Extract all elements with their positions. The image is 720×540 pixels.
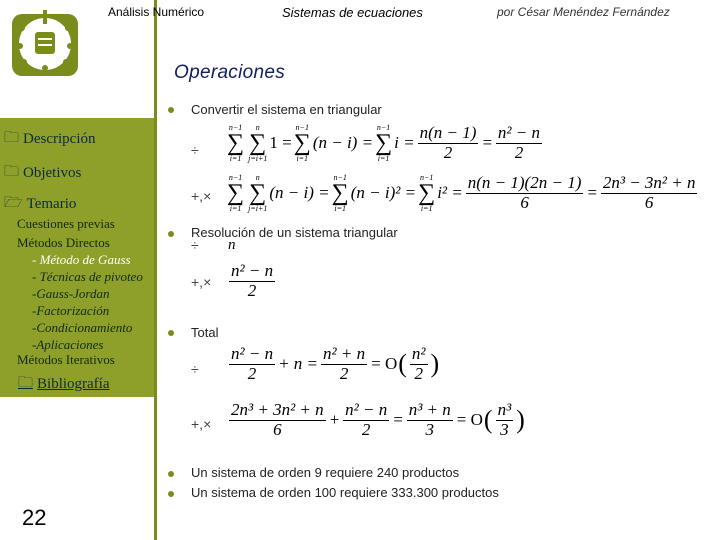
temario-metodos-directos[interactable]: Métodos Directos bbox=[17, 235, 110, 250]
bullet-text: Total bbox=[191, 325, 219, 340]
bullet bbox=[168, 231, 174, 237]
plus-times-op: +,× bbox=[191, 274, 212, 290]
bullet-text: Un sistema de orden 9 requiere 240 productos bbox=[191, 465, 460, 480]
sidebar-item-descripcion[interactable] bbox=[4, 127, 96, 152]
temario-metodos-iterativos[interactable]: Métodos Iterativos bbox=[17, 352, 115, 367]
author: por César Menéndez Fernández bbox=[497, 5, 670, 19]
temario-sub-gauss-jordan[interactable]: -Gauss-Jordan bbox=[32, 286, 110, 301]
university-logo bbox=[2, 2, 88, 88]
sidebar-item-label: Descripción bbox=[23, 131, 96, 147]
temario-sub-gauss[interactable]: - Método de Gauss bbox=[32, 252, 131, 267]
page-title: Operaciones bbox=[174, 62, 286, 83]
division-op: ÷ bbox=[191, 142, 199, 158]
formula-divisions-triangular: n−1 ∑ i=1 n ∑ j=i+1 1 = n−1 ∑ i=1 (n − i) = n−1 ∑ i=1 i = $\frac{n(n - 1)}{2}$ = $\frac{\text{n² − n}}{2}$ bbox=[227, 123, 540, 163]
bullet bbox=[168, 330, 174, 336]
sidebar-item-label: Temario bbox=[26, 196, 77, 212]
folder-icon: 🗀 bbox=[4, 130, 20, 146]
formula-total-products: $\frac{\text{2n³ + 3n² + n}}{6}$ + $\frac{\text{n² − n}}{2}$ = $\frac{\text{n³ + n}}{3}$ = O ( $\frac{\text{n³}}{3}$ ) bbox=[231, 400, 525, 439]
bullet-text: Convertir el sistema en triangular bbox=[191, 102, 382, 117]
temario-sub-pivoteo[interactable]: - Técnicas de pivoteo bbox=[32, 269, 143, 284]
folder-icon: 🗀 bbox=[18, 375, 34, 391]
bullet bbox=[168, 107, 174, 113]
sidebar-divider bbox=[154, 0, 157, 540]
sidebar-item-temario[interactable] bbox=[4, 192, 76, 217]
bullet-text: Un sistema de orden 100 requiere 333.300 productos bbox=[191, 485, 499, 500]
sidebar-item-bibliografia[interactable] bbox=[18, 372, 110, 397]
plus-times-op: +,× bbox=[191, 416, 212, 432]
division-op: ÷ bbox=[191, 237, 199, 253]
temario-sub-factorizacion[interactable]: -Factorización bbox=[32, 303, 110, 318]
formula-total-divisions: $\frac{\text{n² − n}}{2}$ + n = $\frac{\text{n² + n}}{2}$ = O ( $\frac{\text{n²}}{2}$ ) bbox=[231, 344, 440, 383]
bullet-text: Resolución de un sistema triangular bbox=[191, 225, 398, 240]
bullet bbox=[168, 491, 174, 497]
temario-cuestiones-previas[interactable]: Cuestiones previas bbox=[17, 216, 115, 231]
plus-times-op: +,× bbox=[191, 188, 212, 204]
topic-name: Sistemas de ecuaciones bbox=[282, 5, 423, 20]
sidebar-item-label: Bibliografía bbox=[37, 376, 110, 392]
sidebar-item-label: Objetivos bbox=[23, 165, 82, 181]
sidebar-item-objetivos[interactable] bbox=[4, 161, 81, 186]
open-folder-icon: 🗁 bbox=[4, 195, 23, 211]
temario-sub-condicionamiento[interactable]: -Condicionamiento bbox=[32, 320, 133, 335]
division-op: ÷ bbox=[191, 361, 199, 377]
bullet bbox=[168, 471, 174, 477]
formula-divisions-back-substitution: n bbox=[228, 237, 236, 253]
formula-products-back-substitution: $\frac{\text{n² − n}}{2}$ bbox=[231, 261, 274, 300]
folder-icon: 🗀 bbox=[4, 164, 20, 180]
temario-sub-aplicaciones[interactable]: -Aplicaciones bbox=[32, 337, 104, 352]
course-name: Análisis Numérico bbox=[108, 5, 205, 19]
page-number: 22 bbox=[22, 505, 47, 530]
formula-products-triangular: n−1 ∑ i=1 n ∑ j=i+1 (n − i) = n−1 ∑ i=1 (n − i)² = n−1 ∑ i=1 i² = $\frac{n(n - 1)(2n - 1)}{6}$ = $\frac{\text{2n³ − 3n² + n}}{6}$ bbox=[227, 173, 696, 213]
